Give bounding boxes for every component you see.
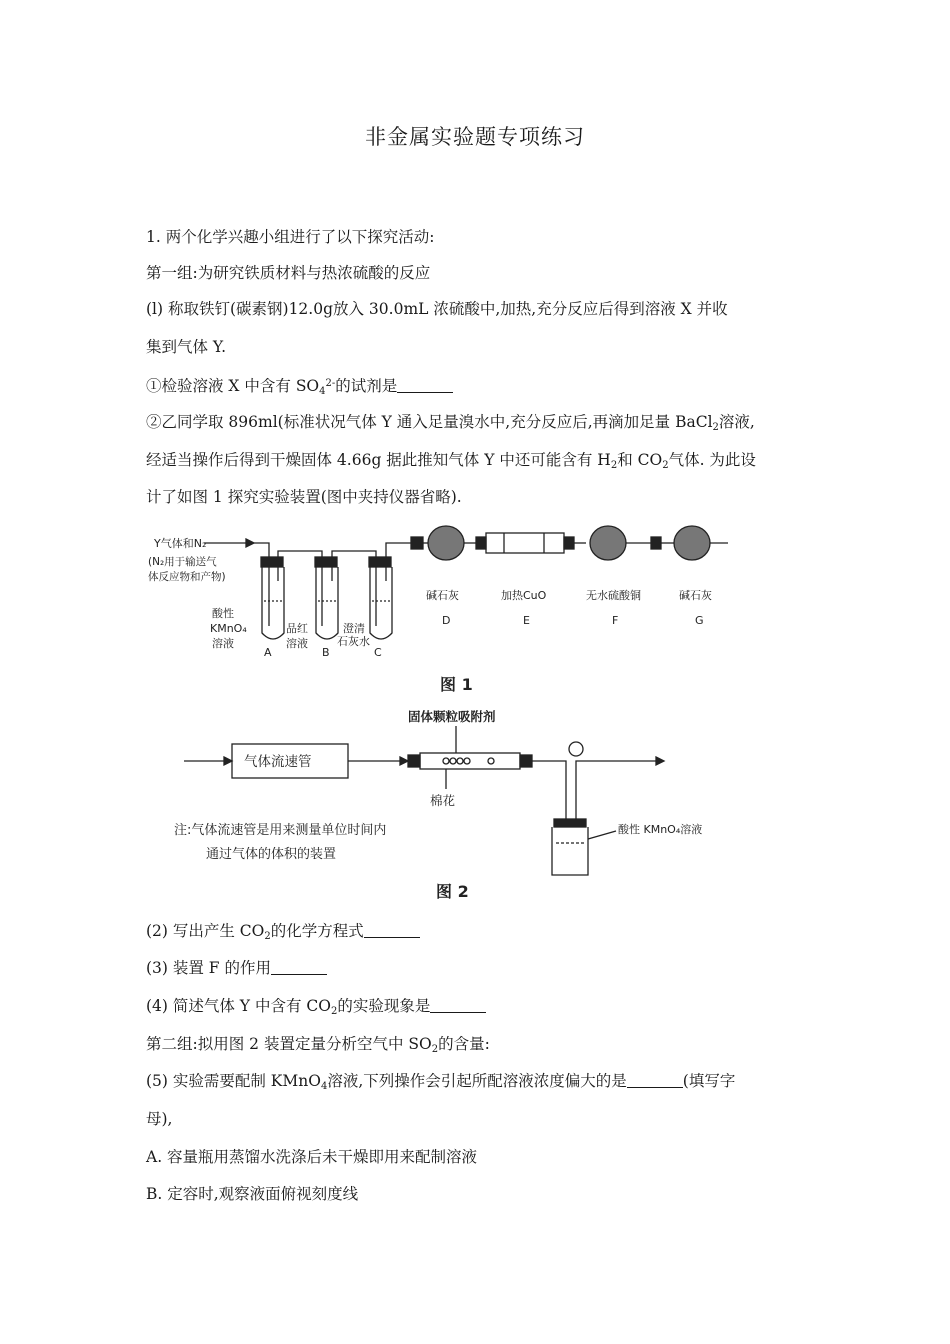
- sub-question-2-line2-text: 经适当操作后得到干燥固体 4.66g 据此推知气体 Y 中还可能含有 H: [146, 451, 611, 469]
- wash-bottle-a: [262, 567, 284, 639]
- cotton-plug: [488, 758, 494, 764]
- adsorbent-granule: [457, 758, 463, 764]
- absorption-bottle: [552, 827, 588, 875]
- question-2-subscript: 2: [264, 931, 271, 942]
- bottle-c-letter: C: [374, 646, 382, 659]
- sub-question-2-tail: 溶液,: [718, 413, 755, 431]
- tube-g-letter: G: [695, 614, 704, 627]
- connector-e-left: [476, 537, 486, 549]
- group-2-heading: [146, 1033, 490, 1061]
- bottle-a-label-1: 酸性: [212, 607, 234, 620]
- question-3: [146, 957, 327, 979]
- bottle-a-label-2: KMnO₄: [210, 622, 247, 635]
- outflow-arrowhead: [656, 757, 664, 765]
- question-4-tail: 的实验现象是: [337, 997, 431, 1015]
- question-4-subscript: 2: [330, 1006, 338, 1017]
- adsorbent-granule: [443, 758, 449, 764]
- sub-question-2-line2: [146, 449, 756, 477]
- adsorbent-label: 固体颗粒吸附剂: [408, 709, 496, 724]
- reagent-label: 酸性 KMnO₄溶液: [618, 823, 703, 836]
- answer-blank[interactable]: [430, 998, 486, 1013]
- connector-e-right: [564, 537, 574, 549]
- option-a: A. 容量瓶用蒸馏水洗涤后未干燥即用来配制溶液: [146, 1148, 478, 1166]
- wash-bottle-c: [370, 567, 392, 639]
- bottle-stopper: [554, 819, 586, 827]
- connector-d: [411, 537, 423, 549]
- adsorbent-granule: [464, 758, 470, 764]
- tube-d-letter: D: [442, 614, 451, 627]
- adsorber-cap-right: [520, 755, 532, 767]
- figure-2-caption: 图 2: [436, 882, 469, 901]
- stopper-a: [261, 557, 283, 567]
- connector-g: [651, 537, 661, 549]
- drying-tube-f: [590, 526, 626, 560]
- bottle-b-label-1: 品红: [286, 622, 308, 635]
- sub-question-2-line1: [146, 411, 755, 439]
- tube-e-label: 加热CuO: [501, 589, 547, 602]
- bacl2-subscript: 2: [712, 422, 719, 433]
- tube-g-label: 碱石灰: [679, 589, 712, 602]
- drying-tube-d: [428, 526, 464, 560]
- tube-d-label: 碱石灰: [426, 589, 459, 602]
- tube-e-letter: E: [523, 614, 530, 627]
- bottle-a-letter: A: [264, 646, 272, 659]
- reagent-pointer: [588, 831, 616, 839]
- question-5-subscript: 4: [320, 1081, 328, 1092]
- question-5-text: (5) 实验需要配制 KMnO: [146, 1072, 321, 1090]
- sub-question-1-subscript: 4: [319, 386, 326, 397]
- question-5-mid: 溶液,下列操作会引起所配溶液浓度偏大的是: [327, 1072, 627, 1090]
- page-title: 非金属实验题专项练习: [365, 125, 585, 149]
- inlet-label-3: 体反应物和产物): [148, 571, 226, 583]
- sub-question-2-line2-tail: 气体. 为此设: [668, 451, 756, 469]
- combustion-tube-e: [486, 533, 564, 553]
- stopper-b: [315, 557, 337, 567]
- question-2-text: (2) 写出产生 CO: [146, 922, 265, 940]
- part-1-text-line1: (l) 称取铁钉(碳素钢)12.0g放入 30.0mL 浓硫酸中,加热,充分反应后得到溶液 X 并收: [146, 300, 728, 318]
- question-5-tail: (填写字: [682, 1072, 736, 1090]
- inlet-label-2: (N₂用于输送气: [148, 556, 217, 568]
- apparatus-diagram: [146, 521, 732, 901]
- bottle-outlet-tube: [576, 761, 598, 821]
- sub-question-2-text: ②乙同学取 896ml(标准状况气体 Y 通入足量溴水中,充分反应后,再滴加足量 BaCl: [146, 413, 713, 431]
- group-1-heading: 第一组:为研究铁质材料与热浓硫酸的反应: [146, 264, 431, 282]
- drying-tube-g: [674, 526, 710, 560]
- bottle-c-label-2: 石灰水: [337, 635, 370, 648]
- part-1-text-line2: 集到气体 Y.: [146, 338, 227, 356]
- sub-question-2-line2-mid: 和 CO: [617, 451, 663, 469]
- adsorber-cap-left: [408, 755, 420, 767]
- sub-question-1: [146, 373, 453, 403]
- figure-2-note-line2: 通过气体的体积的装置: [206, 847, 337, 862]
- option-b: B. 定容时,观察液面俯视刻度线: [146, 1185, 359, 1203]
- figure-1: [204, 526, 728, 639]
- question-5-line2: 母),: [146, 1110, 173, 1128]
- co2-subscript: 2: [662, 460, 669, 471]
- question-1-intro: 1. 两个化学兴趣小组进行了以下探究活动:: [146, 228, 435, 246]
- question-2: [146, 920, 420, 948]
- inlet-label-1: Y气体和N₂: [154, 537, 207, 550]
- answer-blank[interactable]: [271, 960, 327, 975]
- cotton-label: 棉花: [430, 793, 456, 808]
- answer-blank[interactable]: [364, 923, 420, 938]
- question-3-text: (3) 装置 F 的作用: [146, 959, 271, 977]
- figure-2-note-line1: 注:气体流速管是用来测量单位时间内: [174, 823, 387, 838]
- adsorbent-granule: [450, 758, 456, 764]
- question-2-tail: 的化学方程式: [270, 922, 364, 940]
- answer-blank[interactable]: [627, 1073, 683, 1088]
- group-2-subscript: 2: [431, 1044, 439, 1055]
- question-5-line1: [146, 1070, 735, 1098]
- stopcock: [569, 742, 583, 756]
- tube-to-bottle: [532, 761, 566, 821]
- stopper-c: [369, 557, 391, 567]
- bottle-b-label-2: 溶液: [286, 637, 308, 650]
- group-2-tail: 的含量:: [438, 1035, 490, 1053]
- sub-question-1-superscript: 2-: [325, 378, 336, 389]
- inflow-arrowhead: [224, 757, 232, 765]
- wash-bottle-b: [316, 567, 338, 639]
- bottle-a-label-3: 溶液: [212, 637, 234, 650]
- answer-blank[interactable]: [397, 378, 453, 393]
- bottle-b-letter: B: [322, 646, 330, 659]
- bottle-c-label-1: 澄清: [343, 622, 365, 635]
- tube-f-letter: F: [612, 614, 619, 627]
- question-4-text: (4) 简述气体 Y 中含有 CO: [146, 997, 331, 1015]
- group-2-text: 第二组:拟用图 2 装置定量分析空气中 SO: [146, 1035, 432, 1053]
- sub-question-2-line3: 计了如图 1 探究实验装置(图中夹持仪器省略).: [146, 488, 462, 506]
- inlet-arrowhead: [246, 539, 254, 547]
- figure-1-caption: 图 1: [440, 675, 473, 694]
- flow-tube-label: 气体流速管: [244, 754, 312, 770]
- tube-f-label: 无水硫酸铜: [586, 589, 641, 602]
- sub-question-1-tail: 的试剂是: [335, 377, 398, 395]
- sub-question-1-text: ①检验溶液 X 中含有 SO: [146, 377, 320, 395]
- h2-subscript: 2: [610, 460, 618, 471]
- flow-tube-arrowhead: [400, 757, 408, 765]
- question-4: [146, 995, 486, 1023]
